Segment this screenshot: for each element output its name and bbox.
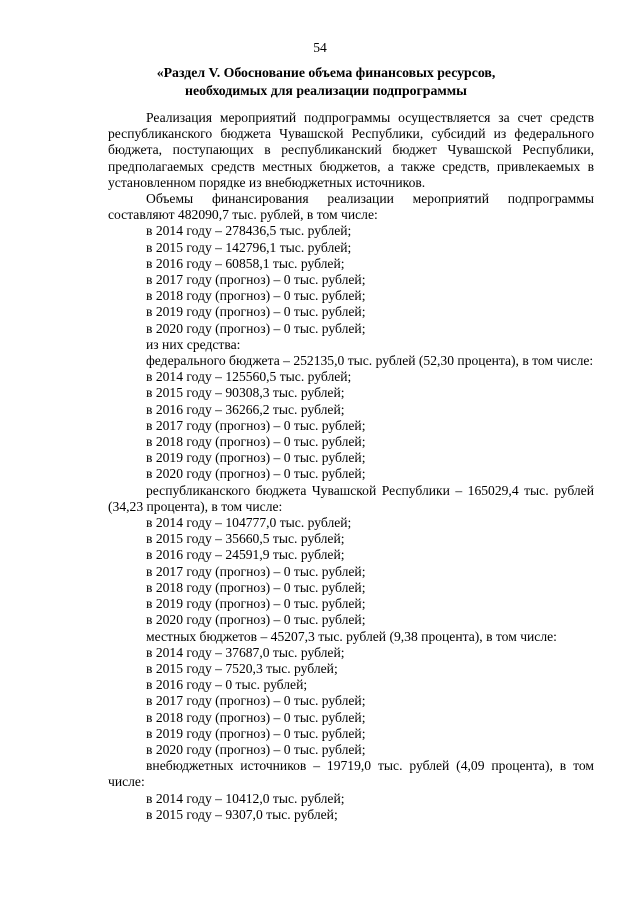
year-line: в 2020 году (прогноз) – 0 тыс. рублей; — [146, 320, 366, 336]
year-line: в 2014 году – 37687,0 тыс. рублей; — [146, 644, 345, 660]
local-funding-years — [108, 645, 594, 758]
page-number: 54 — [313, 40, 327, 55]
total-funding-paragraph: Объемы финансирования реализации мероприятий подпрограммы составляют 482090,7 тыс. рублей, в том числе: — [108, 191, 594, 223]
year-line: в 2020 году (прогноз) – 0 тыс. рублей; — [146, 741, 366, 757]
year-line: в 2014 году – 278436,5 тыс. рублей; — [146, 223, 352, 239]
section-heading-line-1: «Раздел V. Обоснование объема финансовых ресурсов, — [156, 65, 496, 80]
intro-paragraph: Реализация мероприятий подпрограммы осуществляется за счет средств республиканского бюджета Чувашской Республики, субсидий из федерального бюджета, поступающих в республиканский бюджет Чувашской Республики, предполагаемых средств местных бюджетов, а также средств, привлекаемых в установленном порядке из внебюджетных источников. — [108, 110, 594, 190]
year-line: в 2019 году (прогноз) – 0 тыс. рублей; — [146, 304, 366, 320]
total-funding-years — [108, 223, 594, 336]
section-heading-line-2: необходимых для реализации подпрограммы — [185, 83, 467, 98]
year-line: в 2018 году (прогноз) – 0 тыс. рублей; — [146, 579, 366, 595]
year-line: в 2014 году – 104777,0 тыс. рублей; — [146, 515, 352, 531]
year-line: в 2017 году (прогноз) – 0 тыс. рублей; — [146, 272, 366, 288]
year-line: в 2015 году – 35660,5 тыс. рублей; — [146, 531, 345, 547]
year-line: в 2016 году – 60858,1 тыс. рублей; — [146, 255, 345, 271]
federal-funding-paragraph: федерального бюджета – 252135,0 тыс. рублей (52,30 процента), в том числе: — [146, 353, 594, 369]
year-line: в 2018 году (прогноз) – 0 тыс. рублей; — [146, 709, 366, 725]
republican-funding-years — [108, 515, 594, 628]
year-line: в 2018 году (прогноз) – 0 тыс. рублей; — [146, 434, 366, 450]
year-line: в 2014 году – 10412,0 тыс. рублей; — [146, 790, 345, 806]
local-funding-paragraph: местных бюджетов – 45207,3 тыс. рублей (9,38 процента), в том числе: — [146, 628, 557, 644]
year-line: в 2016 году – 24591,9 тыс. рублей; — [146, 547, 345, 563]
year-line: в 2015 году – 7520,3 тыс. рублей; — [146, 660, 338, 676]
year-line: в 2019 году (прогноз) – 0 тыс. рублей; — [146, 725, 366, 741]
document-body — [108, 110, 594, 823]
year-line: в 2019 году (прогноз) – 0 тыс. рублей; — [146, 596, 366, 612]
year-line: в 2014 году – 125560,5 тыс. рублей; — [146, 369, 352, 385]
year-line: в 2016 году – 36266,2 тыс. рублей; — [146, 401, 345, 417]
year-line: в 2015 году – 142796,1 тыс. рублей; — [146, 239, 352, 255]
republican-funding-paragraph: республиканского бюджета Чувашской Республики – 165029,4 тыс. рублей (34,23 процента), в том числе: — [108, 482, 594, 514]
section-heading — [100, 64, 552, 100]
extrabudgetary-funding-paragraph: внебюджетных источников – 19719,0 тыс. рублей (4,09 процента), в том числе: — [108, 758, 594, 790]
year-line: в 2017 году (прогноз) – 0 тыс. рублей; — [146, 693, 366, 709]
extrabudgetary-funding-years — [108, 791, 594, 823]
year-line: в 2015 году – 9307,0 тыс. рублей; — [146, 806, 338, 822]
year-line: в 2020 году (прогноз) – 0 тыс. рублей; — [146, 612, 366, 628]
year-line: в 2017 году (прогноз) – 0 тыс. рублей; — [146, 563, 366, 579]
year-line: в 2016 году – 0 тыс. рублей; — [146, 677, 308, 693]
year-line: в 2019 году (прогноз) – 0 тыс. рублей; — [146, 450, 366, 466]
year-line: в 2017 году (прогноз) – 0 тыс. рублей; — [146, 417, 366, 433]
year-line: в 2015 году – 90308,3 тыс. рублей; — [146, 385, 345, 401]
federal-funding-years — [108, 369, 594, 482]
year-line: в 2018 году (прогноз) – 0 тыс. рублей; — [146, 288, 366, 304]
year-line: в 2020 году (прогноз) – 0 тыс. рублей; — [146, 466, 366, 482]
of-which-label: из них средства: — [146, 336, 241, 352]
